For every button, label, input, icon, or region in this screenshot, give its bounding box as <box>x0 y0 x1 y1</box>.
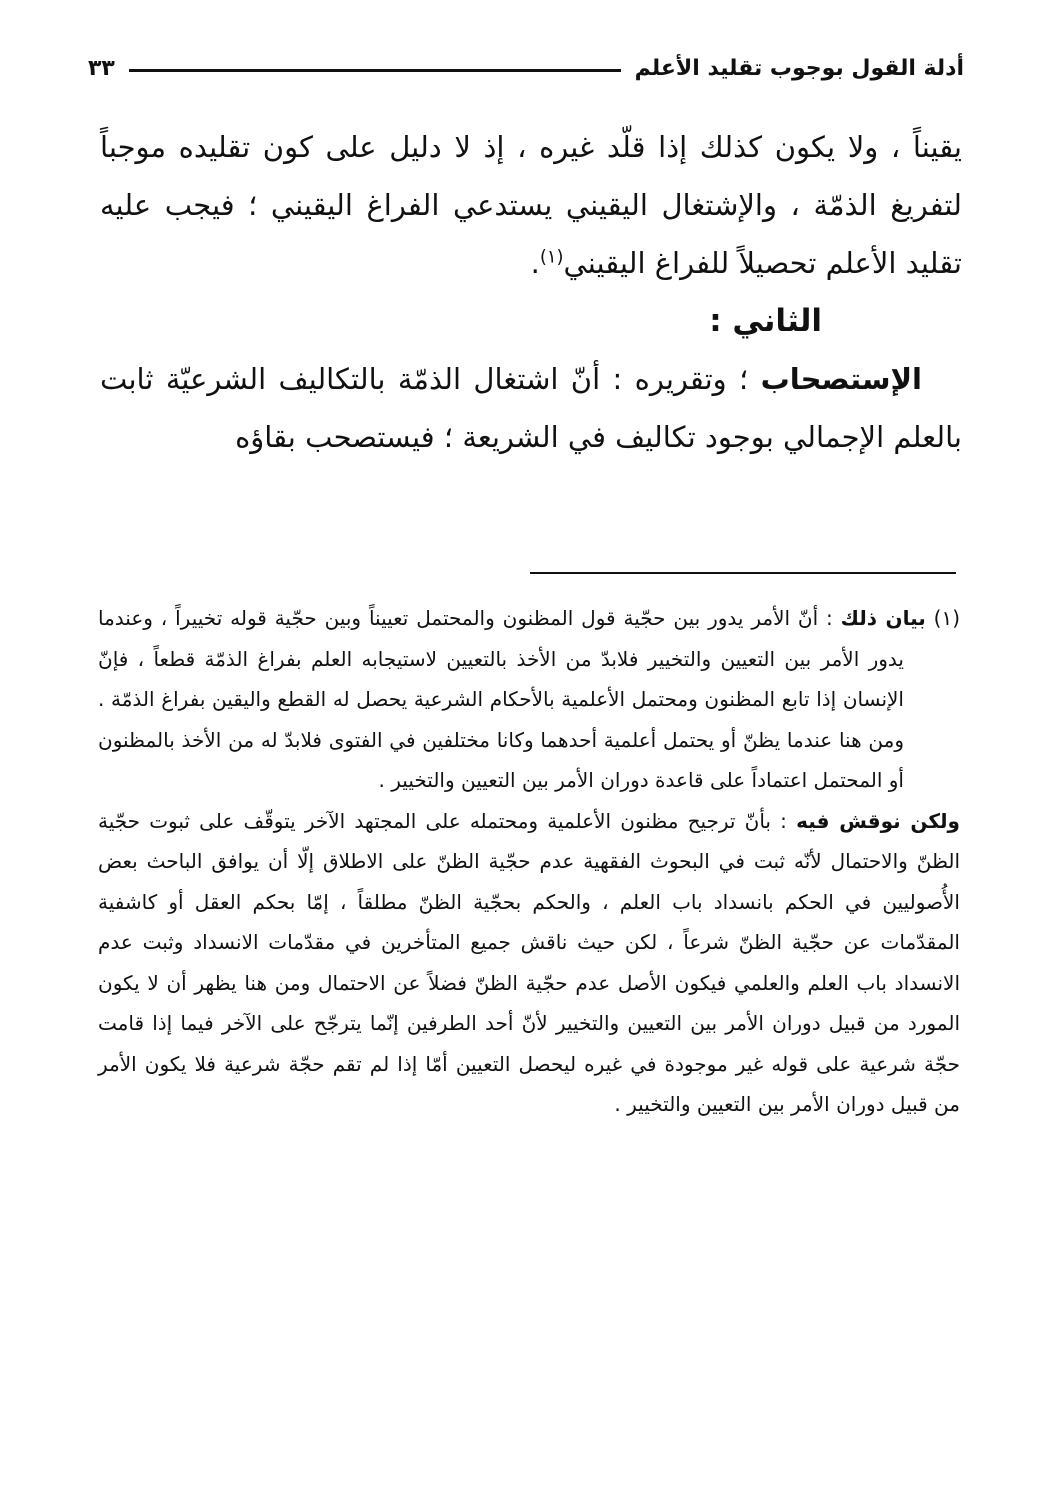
footnote-reference: (١) <box>539 246 564 268</box>
paragraph-1-text: يقيناً ، ولا يكون كذلك إذا قلّد غيره ، إذ لا دليل على كون تقليده موجباً لتفريغ الذمّة ، والإشتغال اليقيني يستدعي الفراغ اليقيني ؛ فيجب عليه تقليد الأعلم تحصيلاً للفراغ اليقيني <box>100 130 962 280</box>
footnote-1-number: (١) <box>933 606 960 630</box>
paragraph-2 <box>100 350 962 466</box>
header-rule <box>129 69 621 72</box>
main-text <box>100 118 962 466</box>
footnote-2-text: : بأنّ ترجيح مظنون الأعلمية ومحتمله على المجتهد الآخر يتوقّف على ثبوت حجّية الظنّ والاحتمال لأنّه ثبت في البحوث الفقهية عدم حجّية الظنّ على الاطلاق إلّا أن يوافق الباحث بعض الأُصوليين في الحكم بانسداد باب العلم ، والحكم بحجّية الظنّ مطلقاً ، إمّا بحكم العقل أو كاشفية المقدّمات عن حجّية الظنّ شرعاً ، لكن حيث ناقش جميع المتأخرين في مقدّمات الانسداد وثبت عدم الانسداد باب العلم والعلمي فيكون الأصل عدم حجّية الظنّ فضلاً عن الاحتمال ومن هنا يظهر أن لا يكون المورد من قبيل دوران الأمر بين التعيين والتخيير لأنّ أحد الطرفين إنّما يترجّح على الآخر فيما إذا قامت حجّة شرعية على قوله غير موجودة في غيره ليحصل التعيين أمّا إذا لم تقم حجّة شرعية فلا يكون الأمر من قبيل دوران الأمر بين التعيين والتخيير . <box>98 808 960 1116</box>
paragraph-1 <box>100 118 962 292</box>
footnote-1-text: : أنّ الأمر يدور بين حجّية قول المظنون والمحتمل تعييناً وبين حجّية قوله تخييراً ، وعندما يدور الأمر بين التعيين والتخيير فلابدّ من الأخذ بالتعيين لاستيجابه العلم بفراغ الذمّة قطعاً ، فإنّ الإنسان إذا تابع المظنون ومحتمل الأعلمية بالأحكام الشرعية يحصل له القطع واليقين بفراغ الذمّة . ومن هنا عندما يظنّ أو يحتمل أعلمية أحدهما وكانا مختلفين في الفتوى فلابدّ له من الأخذ بالمظنون أو المحتمل اعتماداً على قاعدة دوران الأمر بين التعيين والتخيير . <box>98 606 904 792</box>
running-header <box>88 48 964 88</box>
page-number: ٣٣ <box>88 55 115 81</box>
paragraph-2-term: الإستصحاب <box>760 362 922 396</box>
footnote-1-lead: بيان ذلك <box>840 606 926 630</box>
footnote-separator <box>530 572 956 574</box>
paragraph-2-text: ؛ وتقريره : أنّ اشتغال الذمّة بالتكاليف الشرعيّة ثابت بالعلم الإجمالي بوجود تكاليف في الشريعة ؛ فيستصحب بقاؤه <box>100 362 962 454</box>
paragraph-1-end: . <box>530 246 540 280</box>
footnote-1-continued <box>98 801 960 1125</box>
footnote-1 <box>98 598 960 801</box>
footnotes <box>98 598 960 1125</box>
footnote-2-lead: ولكن نوقش فيه <box>796 808 960 833</box>
header-title: أدلة القول بوجوب تقليد الأعلم <box>634 55 964 81</box>
section-heading: الثاني : <box>709 303 822 339</box>
